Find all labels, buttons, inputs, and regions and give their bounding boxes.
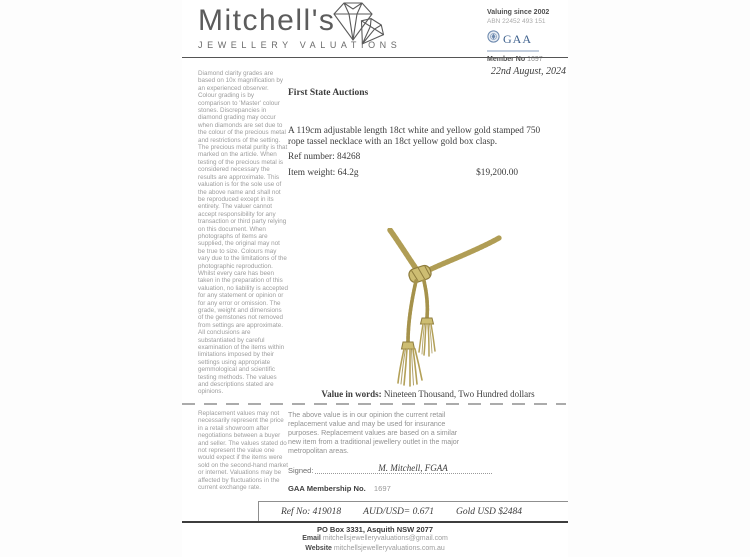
footer: [182, 525, 568, 553]
valuing-since: Valuing since 2002: [487, 9, 550, 16]
signature-text: M. Mitchell, FGAA: [378, 463, 448, 473]
valuation-price: $19,200.00: [476, 168, 518, 178]
gaa-wordmark: GAA: [503, 31, 532, 46]
website-label: Website: [305, 544, 332, 552]
sidebar-disclaimer-primary: Diamond clarity grades are based on 10x magnification by an experienced observer. Colour grading is by comparison to 'Master' colour stones. Discrepancies in diamond grading may occur when diamonds are set due to the colour of the precious metal and restrictions of the setting. The precious metal purity is that marked on the article. When testing of the precious metal is considered necessary the results are approximate. This valuation is for the sole use of the above name and shall not be reproduced except in its entirety. The valuer cannot accept responsibility for any transaction or third party relying on this document. When photographs of items are supplied, the original may not be true to size. Colours may vary due to the limitations of the photographic reproduction. Whilst every care has been taken in the preparation of this valuation, no liability is accepted for any statement or opinion or for any error or omission. The grade, weight and dimensions of the gemstones not removed from settings are approximate. All conclusions are substantiated by careful examination of the items within limitations imposed by their settings using appropriate gemmological and scientific testing methods. The values and descriptions stated are opinions.: [198, 70, 288, 396]
item-ref-number: Ref number: 84268: [288, 152, 361, 162]
gaa-membership-row: [288, 484, 391, 493]
retail-replacement-note: The above value is in our opinion the current retail replacement value and may be used for insurance purposes. Replacement values are based on a similar new item from a traditional jewellery outlet in the major metropolitan areas.: [288, 411, 460, 455]
sidebar-disclaimer-secondary: Replacement values may not necessarily represent the price in a retail showroom after negotiations between a buyer and seller. The values stated do not represent the value one would expect if the items were sold on the second-hand market or internet. Valuations may be affected by fluctuations in the current exchange rate.: [198, 410, 288, 492]
signature-row: [288, 462, 492, 476]
gaa-tagline-bar: [487, 50, 539, 52]
gaa-logo: [487, 30, 567, 48]
footer-divider: [182, 521, 568, 523]
necklace-photo: [382, 228, 510, 388]
website-line: [182, 544, 568, 553]
member-no-value: 1697: [527, 56, 543, 63]
certificate-page: [182, 0, 568, 557]
email-line: [182, 534, 568, 543]
value-in-words: [288, 389, 568, 399]
valuation-date: 22nd August, 2024: [490, 66, 566, 77]
email-label: Email: [302, 535, 321, 543]
po-box: PO Box 3331, Asquith NSW 2077: [316, 525, 433, 534]
item-description: A 119cm adjustable length 18ct white and yellow gold stamped 750 rope tassel necklace with an 18ct yellow gold box clasp.: [288, 126, 541, 147]
member-no-label: Member No: [487, 56, 526, 63]
dashed-divider: [182, 403, 566, 405]
item-weight: Item weight: 64.2g: [288, 168, 359, 178]
abn-number: ABN 22452 493 151: [487, 18, 546, 25]
signature-dotted-line: [315, 473, 492, 474]
ref-rates-box: [258, 501, 568, 521]
brand-subtitle: JEWELLERY VALUATIONS: [198, 40, 402, 50]
ref-no: Ref No: 419018: [281, 506, 342, 517]
gold-price: Gold USD $2484: [455, 506, 522, 517]
client-name: First State Auctions: [288, 88, 369, 98]
header-credentials: [487, 9, 567, 63]
gaa-circle-icon: [487, 30, 500, 48]
header-divider: [182, 57, 568, 58]
gaa-membership-value: 1697: [373, 484, 391, 493]
diamonds-logo-icon: [330, 0, 392, 51]
value-in-words-text: Nineteen Thousand, Two Hundred dollars: [383, 389, 535, 399]
website-value: mitchellsjewelleryvaluations.com.au: [333, 544, 445, 552]
email-value: mitchellsjewelleryvaluations@gmail.com: [322, 535, 448, 543]
brand-name: Mitchell's: [198, 4, 336, 37]
gaa-membership-label: GAA Membership No.: [288, 484, 366, 493]
value-in-words-label: Value in words:: [321, 389, 382, 399]
signed-label: Signed:: [288, 466, 314, 475]
exchange-rate: AUD/USD= 0.671: [363, 506, 434, 517]
